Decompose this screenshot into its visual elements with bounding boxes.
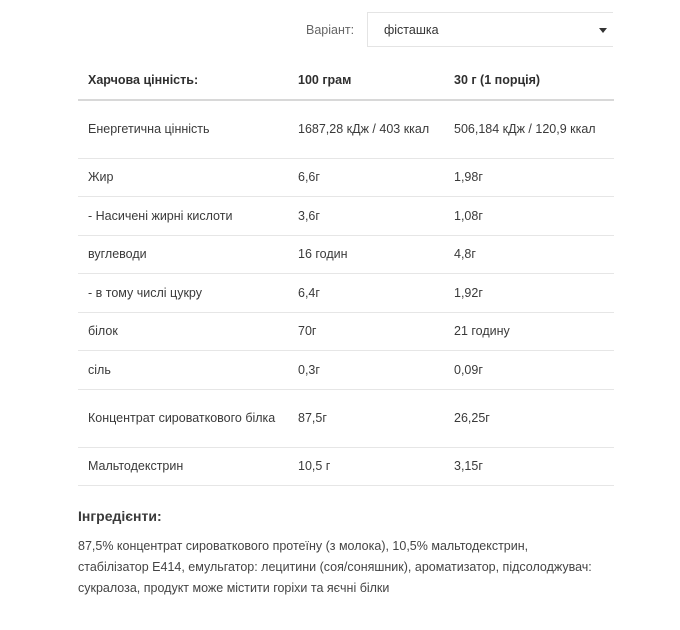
value-per-serving: 506,184 кДж / 120,9 ккал: [444, 100, 614, 158]
nutrient-name: білок: [78, 312, 288, 351]
table-row: [78, 389, 614, 447]
value-per-100g: 16 годин: [288, 235, 444, 274]
nutrient-name: сіль: [78, 351, 288, 390]
value-per-100g: 0,3г: [288, 351, 444, 390]
value-per-100g: 87,5г: [288, 389, 444, 447]
value-per-serving: 21 годину: [444, 312, 614, 351]
variant-row: [0, 12, 680, 48]
nutrient-name: вуглеводи: [78, 235, 288, 274]
nutrient-name: Концентрат сироваткового білка: [78, 389, 288, 447]
value-per-serving: 1,98г: [444, 158, 614, 197]
table-row: [78, 197, 614, 236]
nutrition-table: [78, 60, 614, 486]
nutrient-name: Жир: [78, 158, 288, 197]
ingredients-title: Інгредієнти:: [78, 508, 162, 524]
value-per-100g: 70г: [288, 312, 444, 351]
table-row: [78, 312, 614, 351]
value-per-100g: 6,4г: [288, 274, 444, 313]
table-row: [78, 235, 614, 274]
variant-label: Варіант:: [306, 23, 355, 37]
table-row: [78, 351, 614, 390]
caret-down-icon[interactable]: [599, 28, 607, 33]
value-per-serving: 4,8г: [444, 235, 614, 274]
value-per-serving: 1,08г: [444, 197, 614, 236]
table-row: [78, 447, 614, 486]
header-nutrition-value: Харчова цінність:: [78, 60, 288, 100]
ingredients-section: [78, 508, 598, 599]
table-row: [78, 274, 614, 313]
nutrition-body: [78, 100, 614, 486]
table-row: [78, 100, 614, 158]
value-per-100g: 1687,28 кДж / 403 ккал: [288, 100, 444, 158]
value-per-serving: 26,25г: [444, 389, 614, 447]
ingredients-text: 87,5% концентрат сироваткового протеїну (з молока), 10,5% мальтодекстрин, стабілізатор Е414, емульгатор: лецитини (соя/соняшник), ароматизатор, підсолоджувач: сукралоза, продукт може містити горіхи та яєчні білки: [78, 539, 592, 595]
variant-selected-value: фісташка: [384, 23, 439, 37]
value-per-100g: 10,5 г: [288, 447, 444, 486]
nutrition-header-row: [78, 60, 614, 100]
value-per-serving: 1,92г: [444, 274, 614, 313]
variant-select[interactable]: [367, 12, 613, 47]
nutrient-name: Мальтодекстрин: [78, 447, 288, 486]
nutrient-name: Енергетична цінність: [78, 100, 288, 158]
nutrient-name: - в тому числі цукру: [78, 274, 288, 313]
value-per-serving: 3,15г: [444, 447, 614, 486]
header-per-serving: 30 г (1 порція): [444, 60, 614, 100]
nutrient-name: - Насичені жирні кислоти: [78, 197, 288, 236]
value-per-serving: 0,09г: [444, 351, 614, 390]
table-row: [78, 158, 614, 197]
value-per-100g: 3,6г: [288, 197, 444, 236]
value-per-100g: 6,6г: [288, 158, 444, 197]
header-per-100g: 100 грам: [288, 60, 444, 100]
